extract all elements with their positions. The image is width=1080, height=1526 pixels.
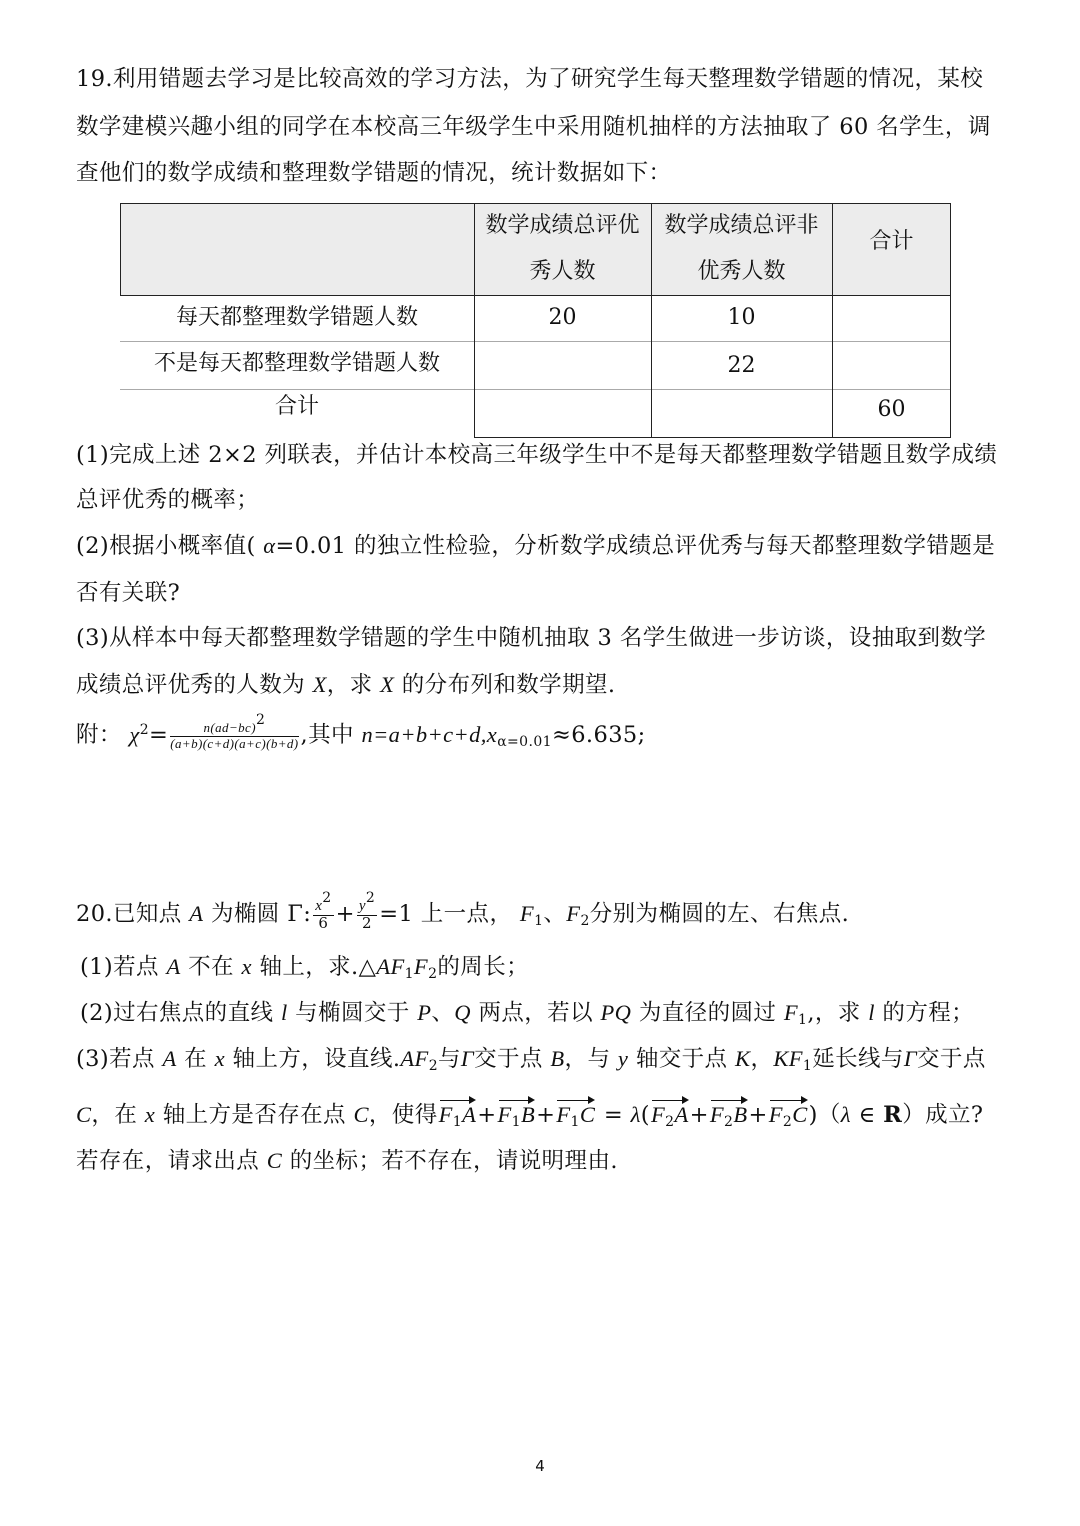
point-C-3: C — [266, 1148, 283, 1173]
point-K: K — [735, 1046, 751, 1071]
vector-F2C — [769, 1096, 808, 1130]
F1-var: F — [519, 900, 535, 926]
table-vline-right — [950, 203, 951, 438]
q19-part3-text-c: 的分布列和数学期望. — [394, 672, 616, 698]
ellipse-fraction-y — [357, 890, 377, 932]
row3-c3: 60 — [877, 397, 906, 422]
q20-p2-e: 为直径的圆过 — [631, 1000, 784, 1026]
q19-part1-line2: 总评优秀的概率； — [76, 487, 260, 513]
row1-c3 — [832, 295, 951, 341]
table-bottom-border — [474, 437, 951, 438]
lambda-2: λ — [840, 1102, 851, 1127]
alpha-symbol: α — [263, 533, 276, 558]
q19-appendix — [76, 712, 646, 752]
F2-sub: 2 — [580, 912, 590, 929]
q20-p3-l: 轴上方是否存在点 — [155, 1102, 354, 1128]
q20-p3-e: 交于点 — [474, 1046, 551, 1072]
q20-part3-line3 — [76, 1146, 618, 1176]
q20-last-b: 的坐标；若不存在，请说明理由. — [282, 1148, 618, 1174]
appendix-equals: = — [149, 722, 169, 748]
q20-text-c: =1 上一点， — [379, 900, 513, 927]
q20-p1-d: 的周长； — [437, 954, 529, 980]
table-header-total: 合计 — [832, 203, 951, 295]
table-header-excellent — [474, 203, 651, 295]
row2-c2: 22 — [727, 353, 756, 378]
chi-superscript: 2 — [139, 722, 149, 738]
page-number: 4 — [535, 1457, 545, 1475]
q20-last-a: 若存在，请求出点 — [76, 1148, 267, 1174]
q19-part2-text-b: =0.01 的独立性检验，分析数学成绩总评优秀与每天都整理数学错题是 — [275, 533, 996, 559]
frac-y-den: 2 — [362, 913, 372, 932]
appendix-label: 附： — [76, 722, 122, 748]
header-not-excellent-line2: 优秀人数 — [697, 259, 786, 284]
point-C-2: C — [353, 1102, 369, 1127]
q20-p2-b: 与椭圆交于 — [287, 1000, 418, 1026]
q19-part3-text-a: 成绩总评优秀的人数为 — [76, 672, 313, 698]
table-vline-2 — [651, 203, 652, 438]
F2-sub-b: 2 — [428, 966, 438, 982]
q20-p3-g: 轴交于点 — [628, 1046, 736, 1072]
vF1A-F: F — [438, 1102, 453, 1127]
q20-line1 — [76, 890, 850, 932]
vector-F2B — [710, 1096, 748, 1130]
q19-line1: 19.利用错题去学习是比较高效的学习方法，为了研究学生每天整理数学错题的情况，某校 — [76, 66, 984, 92]
x-alpha-sub: α=0.01 — [497, 734, 552, 750]
row2-label: 不是每天都整理数学错题人数 — [153, 351, 440, 376]
F1-var-c: F — [783, 1000, 798, 1025]
vec-plus-1: + — [477, 1102, 497, 1128]
F1-sub: 1 — [534, 912, 544, 929]
vF1C-F: F — [556, 1102, 571, 1127]
q20-p3-j: 交于点 — [917, 1046, 986, 1072]
vF1C-C: C — [579, 1102, 596, 1127]
KF1-sub: 1 — [802, 1058, 813, 1074]
contingency-table — [120, 203, 951, 438]
cond-open: （ — [817, 1102, 841, 1128]
AF1-sub: 1 — [404, 966, 414, 982]
line-l-var-1: l — [280, 1000, 288, 1025]
appendix-sum-formula: n=a+b+c+d, — [361, 722, 487, 747]
row1-c2: 10 — [727, 305, 756, 330]
vec-plus-2: + — [536, 1102, 556, 1128]
gamma-var-1: Γ — [460, 1046, 475, 1071]
table-row2-divider — [120, 389, 951, 390]
q20-p3-m: ，使得 — [368, 1102, 438, 1128]
x-alpha-var: x — [486, 722, 498, 747]
q20-text-e: 分别为椭圆的左、右焦点. — [589, 900, 850, 927]
segment-PQ: PQ — [600, 1000, 632, 1025]
vF2A-F: F — [650, 1102, 666, 1127]
frac-y-sup: 2 — [365, 890, 376, 906]
point-A-1: A — [189, 900, 204, 926]
x-axis-var-1: x — [241, 954, 252, 979]
table-header-divider — [120, 295, 951, 296]
var-X-2: X — [380, 672, 395, 697]
vF2C-C: C — [792, 1102, 808, 1127]
vF2C-sub: 2 — [782, 1114, 793, 1130]
q20-part2 — [80, 998, 974, 1028]
chi-fraction-numerator — [170, 712, 298, 737]
lparen: ( — [640, 1102, 650, 1128]
q20-p3-a: (3)若点 — [76, 1046, 163, 1072]
vF2B-sub: 2 — [724, 1114, 734, 1130]
q20-p2-f: ,，求 — [807, 1000, 869, 1026]
q20-p3-d: 与 — [438, 1046, 461, 1072]
q20-p2-a: (2)过右焦点的直线 — [80, 1000, 281, 1026]
chi-square-fraction — [170, 712, 299, 751]
row1-label: 每天都整理数学错题人数 — [175, 305, 418, 330]
cond-close: ）成立? — [902, 1102, 984, 1128]
q19-part3-line1: (3)从样本中每天都整理数学错题的学生中随机抽取 3 名学生做进一步访谈，设抽取到数学 — [76, 625, 987, 651]
chi-den-text: (a+b)(c+d)(a+c)(b+d) — [170, 736, 299, 751]
AF2-var: AF — [400, 1046, 429, 1071]
q20-part3-line2 — [76, 1096, 983, 1130]
q20-p3-b: 在 — [176, 1046, 215, 1072]
table-header-not-excellent — [651, 203, 832, 295]
F1-sub-c: 1 — [798, 1012, 808, 1028]
table-row1-divider — [120, 341, 951, 342]
appendix-critical-value: ≈6.635; — [551, 722, 646, 748]
q19-part3-line2 — [76, 670, 615, 700]
row2-c1 — [474, 341, 651, 387]
F2-var-b: F — [413, 954, 429, 979]
row1-c1: 20 — [548, 305, 577, 330]
q20-text-b: 为椭圆 Γ: — [203, 900, 312, 927]
vF1B-B: B — [520, 1102, 536, 1127]
frac-y-var: y — [358, 898, 366, 914]
point-A-2: A — [166, 954, 181, 979]
table-top-border — [120, 203, 951, 204]
q20-p3-c: 轴上方，设直线. — [225, 1046, 401, 1072]
lambda-1: λ — [630, 1102, 641, 1127]
vec-plus-3: + — [689, 1102, 709, 1128]
table-vline-3 — [832, 203, 833, 438]
F2-var: F — [566, 900, 581, 926]
point-B: B — [550, 1046, 565, 1071]
point-A-3: A — [162, 1046, 177, 1071]
AF2-sub: 2 — [428, 1058, 439, 1074]
vec-equals: = — [596, 1102, 631, 1128]
q20-text-a: 20.已知点 — [76, 900, 190, 927]
vF2C-F: F — [768, 1102, 783, 1127]
q20-p2-g: 的方程； — [874, 1000, 975, 1026]
y-axis-var: y — [617, 1046, 629, 1071]
vF1C-sub: 1 — [570, 1114, 580, 1130]
q19-part1-line1: (1)完成上述 2×2 列联表，并估计本校高三年级学生中不是每天都整理数学错题且数学成绩 — [76, 442, 998, 468]
q19-part3-text-b: ，求 — [326, 672, 381, 698]
rparen: ) — [808, 1102, 818, 1128]
header-excellent-line2: 秀人数 — [529, 259, 596, 284]
row3-c1 — [474, 387, 651, 433]
var-X-1: X — [312, 672, 327, 697]
appendix-mid-text: ,其中 — [300, 722, 362, 748]
line-l-var-2: l — [868, 1000, 875, 1025]
q20-part1 — [80, 952, 529, 982]
header-not-excellent-line1: 数学成绩总评非 — [664, 213, 819, 238]
real-numbers-R: R — [883, 1102, 903, 1128]
q20-p3-h: ， — [750, 1046, 774, 1072]
frac-x-sup: 2 — [322, 890, 332, 906]
x-axis-var-2: x — [214, 1046, 225, 1071]
point-Q: Q — [454, 1000, 471, 1025]
vF1A-A: A — [462, 1102, 477, 1127]
q19-part2-line2: 否有关联? — [76, 580, 181, 606]
point-C-1: C — [76, 1102, 92, 1127]
vector-F1B — [498, 1096, 536, 1130]
x-axis-var-3: x — [144, 1102, 156, 1127]
table-header-corner — [120, 203, 474, 295]
chi-num-text: n(ad−bc) — [203, 720, 256, 736]
point-P: P — [417, 1000, 432, 1025]
frac-x-var: x — [315, 898, 323, 914]
chi-symbol: χ — [129, 722, 140, 747]
vF1A-sub: 1 — [452, 1114, 463, 1130]
ellipse-plus: + — [335, 900, 355, 927]
row2-c3 — [832, 341, 951, 387]
ellipse-fraction-x — [313, 890, 333, 932]
chi-num-sup: 2 — [255, 712, 266, 729]
q20-text-d: 、 — [543, 900, 567, 927]
q20-p1-c: 轴上，求.△ — [251, 954, 377, 980]
frac-x-den: 6 — [318, 913, 329, 932]
q20-p2-d: 两点，若以 — [470, 1000, 601, 1026]
row3-c2 — [651, 387, 832, 433]
AF1-var: AF — [376, 954, 405, 979]
q20-p3-i: 延长线与 — [812, 1046, 904, 1072]
vF1B-sub: 1 — [511, 1114, 521, 1130]
q20-p1-a: (1)若点 — [80, 954, 167, 980]
table-vline-left — [120, 203, 121, 295]
q20-part3-line1 — [76, 1044, 986, 1074]
q19-line3: 查他们的数学成绩和整理数学错题的情况，统计数据如下： — [76, 160, 672, 186]
q19-part2-line1 — [76, 531, 995, 561]
q20-p1-b: 不在 — [180, 954, 242, 980]
cond-in: ∈ — [850, 1102, 884, 1128]
chi-fraction-denominator — [170, 737, 298, 752]
q19-part2-text-a: (2)根据小概率值( — [76, 533, 256, 559]
q20-p2-c: 、 — [431, 1000, 455, 1026]
q19-line2: 数学建模兴趣小组的同学在本校高三年级学生中采用随机抽样的方法抽取了 60 名学生，调 — [76, 114, 991, 140]
row3-label: 合计 — [274, 394, 319, 419]
vector-F1C — [556, 1096, 595, 1130]
header-excellent-line1: 数学成绩总评优 — [485, 213, 640, 238]
q20-p3-k: ，在 — [91, 1102, 145, 1128]
vF2A-sub: 2 — [665, 1114, 675, 1130]
vec-plus-4: + — [748, 1102, 768, 1128]
table-vline-1 — [474, 203, 475, 438]
q20-p3-f: ，与 — [564, 1046, 618, 1072]
vF2B-B: B — [733, 1102, 748, 1127]
vector-F1A — [439, 1096, 477, 1130]
vF2B-F: F — [709, 1102, 725, 1127]
vector-F2A — [651, 1096, 689, 1130]
gamma-var-2: Γ — [903, 1046, 918, 1071]
vF1B-F: F — [497, 1102, 512, 1127]
KF1-var: KF — [773, 1046, 803, 1071]
vF2A-A: A — [674, 1102, 689, 1127]
